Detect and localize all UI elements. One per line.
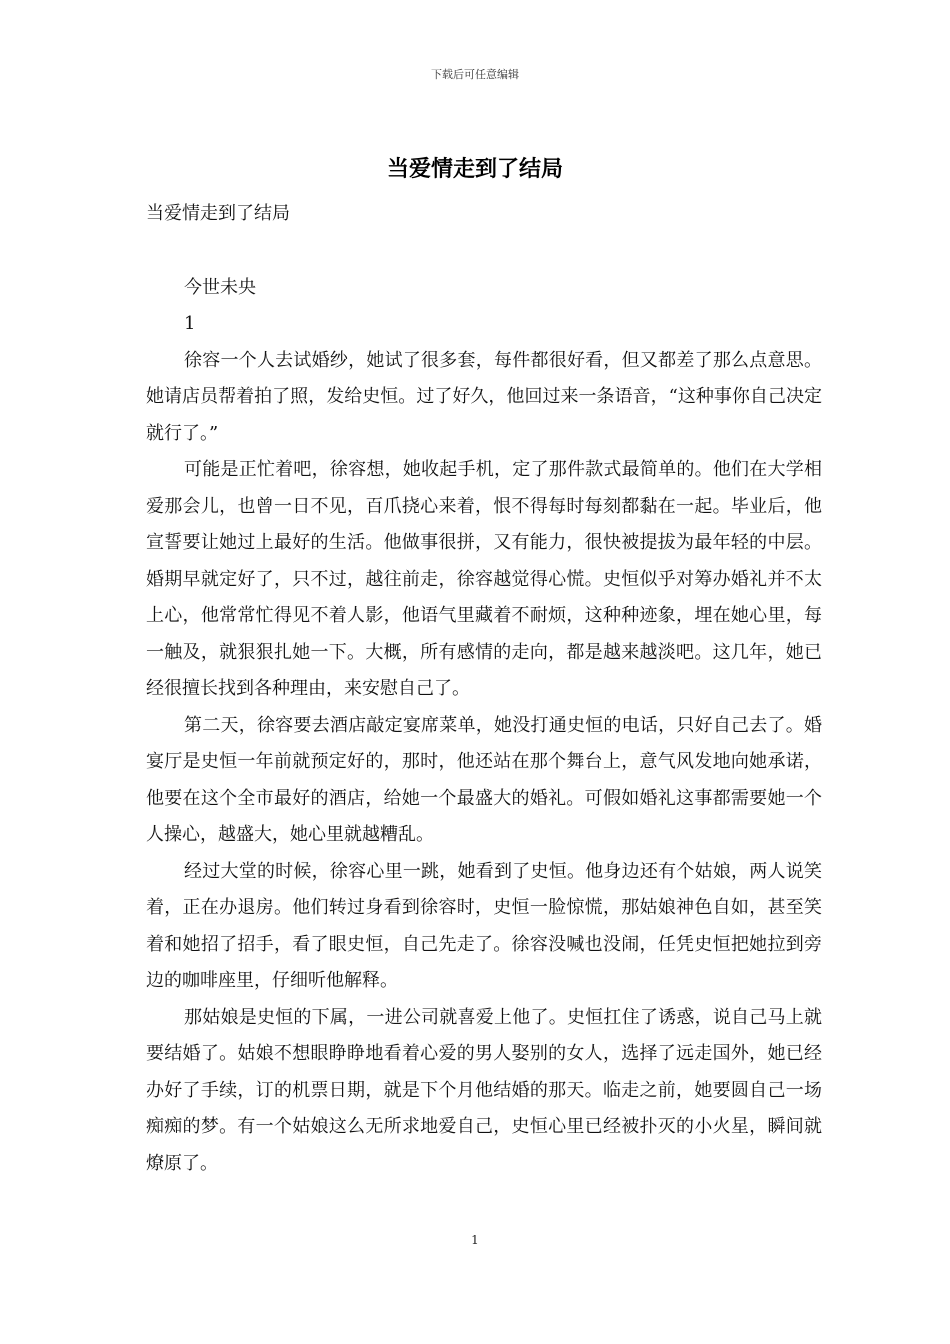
header-note: 下载后可任意编辑 <box>431 68 519 81</box>
paragraph: 可能是正忙着吧，徐容想，她收起手机，定了那件款式最简单的。他们在大学相爱那会儿，也曾一日不见，百爪挠心来着，恨不得每时每刻都黏在一起。毕业后，他宣誓要让她过上最好的生活。他做事很拼，又有能力，很快被提拔为最年轻的中层。婚期早就定好了，只不过，越往前走，徐容越觉得心慌。史恒似乎对筹办婚礼并不太上心，他常常忙得见不着人影，他语气里藏着不耐烦，这种种迹象，埋在她心里，每一触及，就狠狠扎她一下。大概，所有感情的走向，都是越来越淡吧。这几年，她已经很擅长找到各种理由，来安慰自己了。 <box>146 459 822 699</box>
paragraph: 那姑娘是史恒的下属，一进公司就喜爱上他了。史恒扛住了诱惑，说自己马上就要结婚了。姑娘不想眼睁睁地看着心爱的男人娶别的女人，选择了远走国外，她已经办好了手续，订的机票日期，就是下个月他结婚的那天。临走之前，她要圆自己一场痴痴的梦。有一个姑娘这么无所求地爱自己，史恒心里已经被扑灭的小火星，瞬间就燎原了。 <box>146 1006 822 1174</box>
document-subtitle: 当爱情走到了结局 <box>146 203 290 224</box>
spacer <box>146 233 822 270</box>
paragraph: 经过大堂的时候，徐容心里一跳，她看到了史恒。他身边还有个姑娘，两人说笑着，正在办退房。他们转过身看到徐容时，史恒一脸惊慌，那姑娘神色自如，甚至笑着和她招了招手，看了眼史恒，自己先走了。徐容没喊也没闹，任凭史恒把她拉到旁边的咖啡座里，仔细听他解释。 <box>146 860 822 991</box>
document-body <box>146 196 822 1182</box>
paragraph: 徐容一个人去试婚纱，她试了很多套，每件都很好看，但又都差了那么点意思。她请店员帮着拍了照，发给史恒。过了好久，他回过来一条语音，“这种事你自己决定就行了。” <box>146 349 822 444</box>
section-number: 1 <box>184 313 196 334</box>
author-line: 今世未央 <box>184 276 256 298</box>
paragraph: 第二天，徐容要去酒店敲定宴席菜单，她没打通史恒的电话，只好自己去了。婚宴厅是史恒一年前就预定好的，那时，他还站在那个舞台上，意气风发地向她承诺，他要在这个全市最好的酒店，给她一个最盛大的婚礼。可假如婚礼这事都需要她一个人操心，越盛大，她心里就越糟乱。 <box>146 714 822 845</box>
document-title: 当爱情走到了结局 <box>386 157 563 182</box>
page-number: 1 <box>471 1233 479 1247</box>
